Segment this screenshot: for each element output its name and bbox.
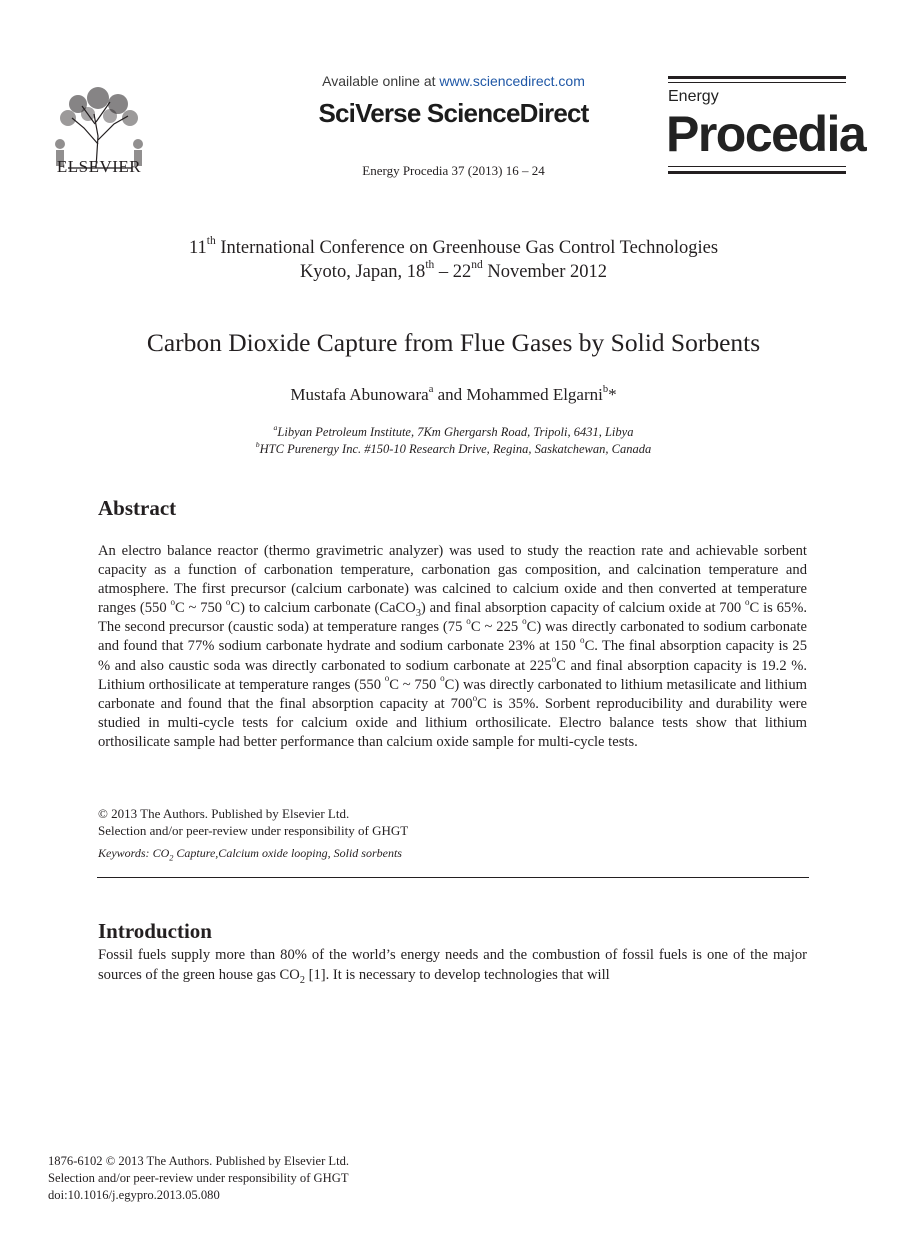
author-line [100,385,807,405]
sciencedirect-link[interactable]: www.sciencedirect.com [439,73,585,89]
conference-date-range: – 22 [434,262,472,282]
affil-marker: a [273,422,278,432]
elsevier-wordmark: ELSEVIER [56,157,142,176]
affil-marker: a [428,383,434,395]
procedia-top-rule-thick [668,76,846,79]
introduction-body: Fossil fuels supply more than 80% of the world’s energy needs and the combustion of fossil fuels is one of the major sources of the green house gas $CO_2$ [1]. It is necessary to develop technologies that will [98,947,807,986]
procedia-bottom-rule-thick [668,171,846,174]
journal-brand-energy: Energy [668,88,719,105]
ordinal-sup: th [425,259,435,272]
keyword-text: CO [152,846,170,860]
affil-marker: b [602,383,609,395]
author-2: and Mohammed Elgarni [433,385,603,404]
affil-marker: b [255,439,260,449]
procedia-bottom-rule-thin [668,166,846,167]
footer-issn-line: 1876-6102 © 2013 The Authors. Published by Elsevier Ltd. [48,1154,350,1168]
paper-title: Carbon Dioxide Capture from Flue Gases by Solid Sorbents [146,328,761,357]
keywords-label: Keywords: [98,846,153,860]
journal-reference: Energy Procedia 37 (2013) 16 – 24 [362,163,545,178]
keywords [98,846,402,861]
copyright-line: © 2013 The Authors. Published by Elsevier Ltd. [98,806,350,821]
affiliations [100,424,807,458]
conference-line-2 [100,260,807,284]
available-online-line [180,73,727,89]
conference-info [100,236,807,284]
ordinal-sup: nd [471,259,483,272]
author-1: Mustafa Abunowara [290,385,429,404]
footer-doi[interactable]: doi:10.1016/j.egypro.2013.05.080 [48,1188,220,1202]
ordinal-sup: th [206,235,216,248]
footer-review-line: Selection and/or peer-review under responsibility of GHGT [48,1171,349,1185]
page-footer [48,1153,349,1204]
conference-line-1 [100,236,807,260]
conference-name: International Conference on Greenhouse Gas Control Technologies [215,238,719,258]
conference-place: Kyoto, Japan, 18 [299,262,426,282]
affiliation-text: Libyan Petroleum Institute, 7Km Ghergarsh Road, Tripoli, 6431, Libya [277,425,634,439]
introduction-heading: Introduction [98,919,212,943]
corresponding-marker: * [608,385,617,404]
section-divider [97,877,809,878]
affiliation-a [100,424,807,441]
abstract-body: An electro balance reactor (thermo gravimetric analyzer) was used to study the reaction rate and achievable sorbent capacity as a function of carbonation temperature, carbonation gas composition, and calcination temperature and atmosphere. The first precursor (calcium carbonate) was calcined to calcium oxide and then converted at temperature ranges (550 $^o$C ~ 750 $^o$C) to calcium carbonate (CaCO$_3$) and final absorption capacity of calcium oxide at 700 $^o$C is 65%. The second precursor (caustic soda) at temperature ranges (75 $^o$C ~ 225 $^o$C) was directly carbonated to sodium carbonate and found that 77% sodium carbonate hydrate and sodium carbonate 23% at 150 $^o$C. The final absorption capacity is 25 % and also caustic soda was directly carbonated to sodium carbonate at 225$^o$C and final absorption capacity is 19.2 %. Lithium orthosilicate at temperature ranges (550 $^o$C ~ 750 $^o$C) was directly carbonated to lithium metasilicate and lithium carbonate and found that the final absorption capacity at 700$^o$C is 35%. Sorbent reproducibility and durability were studied in multi-cycle tests for calcium oxide and lithium orthosilicate. Electro balance tests show that lithium orthosilicate sample had better performance than calcium oxide sample for multi-cycle tests. [98,543,808,750]
journal-brand-procedia: Procedia [666,106,866,162]
copyright-block [98,805,408,839]
affiliation-text: HTC Purenergy Inc. #150-10 Research Drive, Regina, Saskatchewan, Canada [259,442,652,456]
affiliation-b [100,441,807,458]
sciverse-sciencedirect-logo: SciVerse ScienceDirect [318,98,589,128]
available-prefix: Available online at [322,73,440,89]
conference-month-year: November 2012 [482,262,608,282]
procedia-top-rule-thin [668,82,846,83]
keyword-text: Capture,Calcium oxide looping, Solid sorbents [173,846,402,860]
conference-number: 11 [188,238,207,258]
abstract-heading: Abstract [98,496,177,520]
peer-review-line: Selection and/or peer-review under responsibility of GHGT [98,823,409,838]
keyword-sub: 2 [169,853,174,863]
